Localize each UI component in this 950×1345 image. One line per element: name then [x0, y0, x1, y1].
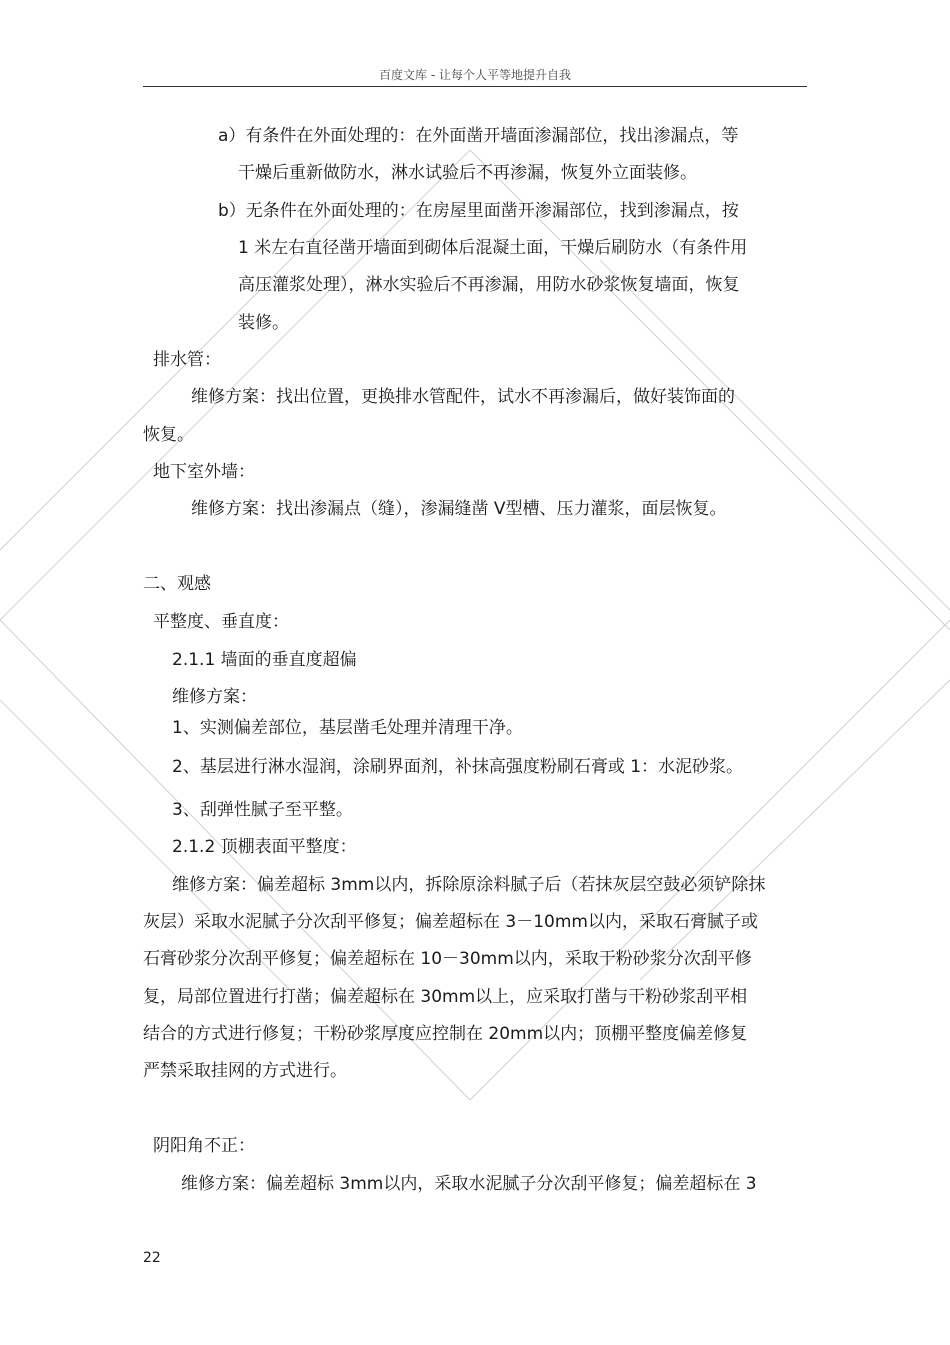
body-line: 维修方案：偏差超标 3mm以内，采取水泥腻子分次刮平修复；偏差超标在 3 [181, 1174, 757, 1194]
body-line: 石膏砂浆分次刮平修复；偏差超标在 10－30mm以内，采取干粉砂浆分次刮平修 [143, 949, 752, 969]
list-item: 3、刮弹性腻子至平整。 [172, 800, 353, 820]
body-line: 高压灌浆处理），淋水实验后不再渗漏，用防水砂浆恢复墙面，恢复 [238, 275, 740, 295]
body-line: 结合的方式进行修复；干粉砂浆厚度应控制在 20mm以内；顶棚平整度偏差修复 [143, 1024, 748, 1044]
body-line: 恢复。 [143, 425, 194, 445]
subsection-heading: 2.1.2 顶棚表面平整度： [172, 837, 357, 857]
list-item: 1、实测偏差部位，基层凿毛处理并清理干净。 [172, 718, 523, 738]
body-line: 灰层）采取水泥腻子分次刮平修复；偏差超标在 3－10mm以内，采取石膏腻子或 [143, 912, 758, 932]
section-heading: 排水管： [153, 350, 221, 370]
subsection-heading: 2.1.1 墙面的垂直度超偏 [172, 650, 357, 670]
body-line: a）有条件在外面处理的：在外面凿开墙面渗漏部位，找出渗漏点，等 [218, 126, 739, 146]
body-line: 维修方案：找出位置，更换排水管配件，试水不再渗漏后，做好装饰面的 [191, 387, 735, 407]
page-number: 22 [143, 1250, 161, 1266]
body-line: b）无条件在外面处理的：在房屋里面凿开渗漏部位，找到渗漏点，按 [218, 201, 739, 221]
header-rule [143, 86, 807, 87]
chapter-heading: 二、观感 [143, 574, 211, 594]
list-item: 2、基层进行淋水湿润，涂刷界面剂，补抹高强度粉刷石膏或 1：水泥砂浆。 [172, 757, 744, 777]
body-line: 装修。 [238, 313, 289, 333]
section-heading: 地下室外墙： [153, 462, 255, 482]
section-heading: 阴阳角不正： [153, 1136, 255, 1156]
page-header: 百度文库 - 让每个人平等地提升自我 [379, 68, 571, 82]
section-heading: 平整度、垂直度： [153, 612, 289, 632]
body-line: 维修方案： [172, 687, 257, 707]
body-line: 严禁采取挂网的方式进行。 [143, 1061, 347, 1081]
body-line: 干燥后重新做防水，淋水试验后不再渗漏，恢复外立面装修。 [238, 163, 697, 183]
body-line: 维修方案：找出渗漏点（缝），渗漏缝凿 V型槽、压力灌浆，面层恢复。 [191, 499, 727, 519]
body-line: 维修方案：偏差超标 3mm以内，拆除原涂料腻子后（若抹灰层空鼓必须铲除抹 [172, 875, 766, 895]
body-line: 1 米左右直径凿开墙面到砌体后混凝土面，干燥后刷防水（有条件用 [238, 238, 748, 258]
body-line: 复，局部位置进行打凿；偏差超标在 30mm以上，应采取打凿与干粉砂浆刮平相 [143, 987, 748, 1007]
